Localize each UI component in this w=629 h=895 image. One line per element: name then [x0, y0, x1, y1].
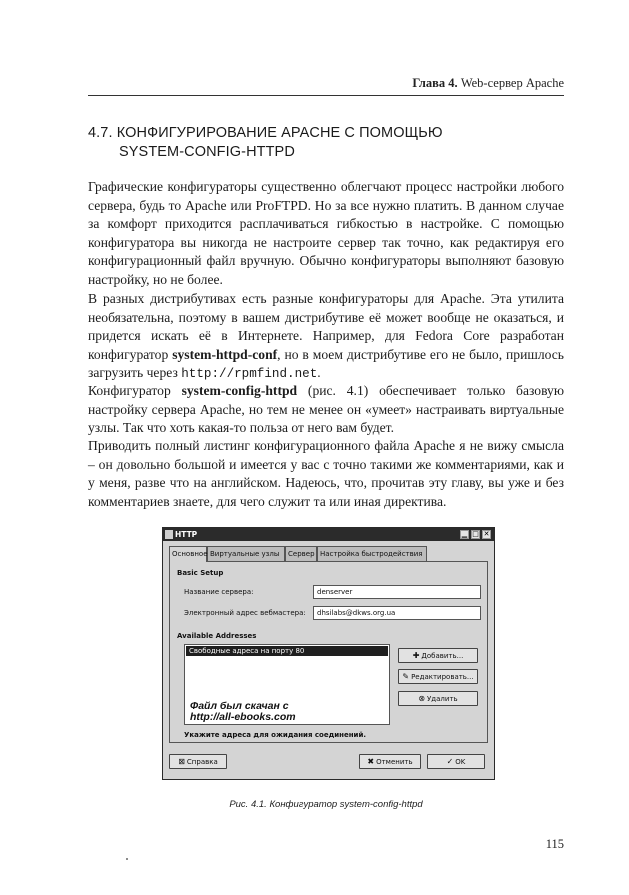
add-address-label: Добавить...: [421, 652, 464, 660]
help-icon: ⊠: [178, 757, 185, 766]
running-header: [88, 76, 564, 91]
paragraph-3: [88, 382, 564, 438]
admin-email-input[interactable]: dhsilabs@dkws.org.ua: [313, 606, 481, 620]
window-title: HTTP: [175, 530, 198, 539]
section-heading: [88, 124, 558, 162]
server-name-label: Название сервера:: [184, 588, 254, 596]
cancel-button[interactable]: [359, 754, 421, 769]
tab-performance[interactable]: Настройка быстродействия: [317, 546, 427, 561]
paragraph-2-text-a: В разных дистрибутивах есть разные конфигураторы для Apache. Эта утилита необязательна, поэтому в вашем дистрибутиве её может вообще не оказаться, и придется искать её в Интернете. Например, для Fedora Core разработан конфигуратор: [88, 291, 564, 362]
section-number: 4.7.: [88, 125, 113, 141]
maximize-button[interactable]: □: [472, 530, 479, 538]
help-button[interactable]: [169, 754, 227, 769]
paragraph-3-text-c: (рис. 4.1) обеспечивает только базовую настройку сервера Apache, но тем не менее он «умеет» настраивать виртуальные узлы. Так что хоть какая-то польза от него вам будет.: [88, 383, 564, 436]
tab-virtual-hosts[interactable]: Виртуальные узлы: [207, 546, 285, 561]
edit-address-button[interactable]: [398, 669, 478, 684]
delete-address-button[interactable]: [398, 691, 478, 706]
checkmark-icon: ✓: [446, 757, 454, 766]
ok-button[interactable]: [427, 754, 485, 769]
pencil-icon: ✎: [402, 672, 410, 681]
watermark-line1: Файл был скачан с: [190, 700, 289, 712]
add-address-button[interactable]: [398, 648, 478, 663]
server-name-input[interactable]: denserver: [313, 585, 481, 599]
watermark-line2: http://all-ebooks.com: [190, 711, 296, 723]
chapter-label: Глава 4.: [412, 76, 458, 90]
minimize-button[interactable]: ▁: [461, 530, 468, 538]
header-rule: [88, 95, 564, 96]
tab-server[interactable]: Сервер: [285, 546, 317, 561]
paragraph-1: Графические конфигураторы существенно облегчают процесс настройки любого сервера, будь то Apache или ProFTPD. Но за все нужно платить. В данном случае за комфорт приходится расплачиваться гибкостью в настройке. С помощью конфигуратора вы никогда не настроите сервер так точно, как редактируя его конфигурационный файл вручную. Обычно конфигураторы выполняют базовую настройку, но не более.: [88, 179, 564, 287]
figure-caption: Рис. 4.1. Конфигуратор system-config-httpd: [229, 799, 423, 810]
basic-setup-heading: Basic Setup: [177, 569, 224, 577]
available-addresses-heading: Available Addresses: [177, 632, 257, 640]
address-list-item[interactable]: Свободные адреса на порту 80: [186, 646, 388, 656]
section-title-line2: SYSTEM-CONFIG-HTTPD: [119, 144, 295, 160]
page-number: 115: [545, 837, 564, 851]
cancel-icon: ✖: [367, 757, 375, 766]
paragraph-2: [88, 290, 564, 384]
print-speck: [126, 858, 128, 860]
paragraph-2-text-d: .: [317, 365, 321, 381]
cancel-label: Отменить: [376, 758, 413, 766]
trash-icon: ⊗: [418, 694, 426, 703]
utility-name-config-httpd: system-config-httpd: [181, 383, 298, 398]
delete-address-label: Удалить: [427, 695, 458, 703]
window-menu-icon[interactable]: [165, 530, 173, 539]
paragraph-3-text-a: Конфигуратор: [88, 383, 182, 398]
ok-label: OK: [455, 758, 466, 766]
rpmfind-url: http://rpmfind.net: [181, 367, 318, 382]
window-titlebar: [163, 528, 494, 541]
close-button[interactable]: ✕: [483, 530, 490, 538]
paragraph-4: Приводить полный листинг конфигурационного файла Apache я не вижу смысла – он довольно большой и имеется у вас с точно такими же комментариями, как и у меня, разве что на английском. Надеюсь, что, прочитав эту главу, вы уже и без комментариев знаете, для чего служит та или иная директива.: [88, 438, 564, 509]
help-label: Справка: [186, 758, 218, 766]
download-watermark: [190, 701, 296, 723]
section-title-line1: КОНФИГУРИРОВАНИЕ APACHE С ПОМОЩЬЮ: [116, 125, 443, 141]
add-icon: ✚: [412, 651, 420, 660]
tab-basic[interactable]: Основное: [169, 546, 207, 562]
httpd-config-window: [162, 527, 495, 780]
chapter-title: Web-сервер Apache: [460, 76, 564, 90]
admin-email-label: Электронный адрес вебмастера:: [184, 609, 306, 617]
utility-name-httpd-conf: system-httpd-conf: [172, 346, 278, 362]
paragraph-2-text-c: , но в моем дистрибутиве его не было, пришлось загрузить через: [88, 346, 564, 381]
edit-address-label: Редактировать...: [411, 673, 474, 681]
address-hint: Укажите адреса для ожидания соединений.: [184, 731, 367, 739]
